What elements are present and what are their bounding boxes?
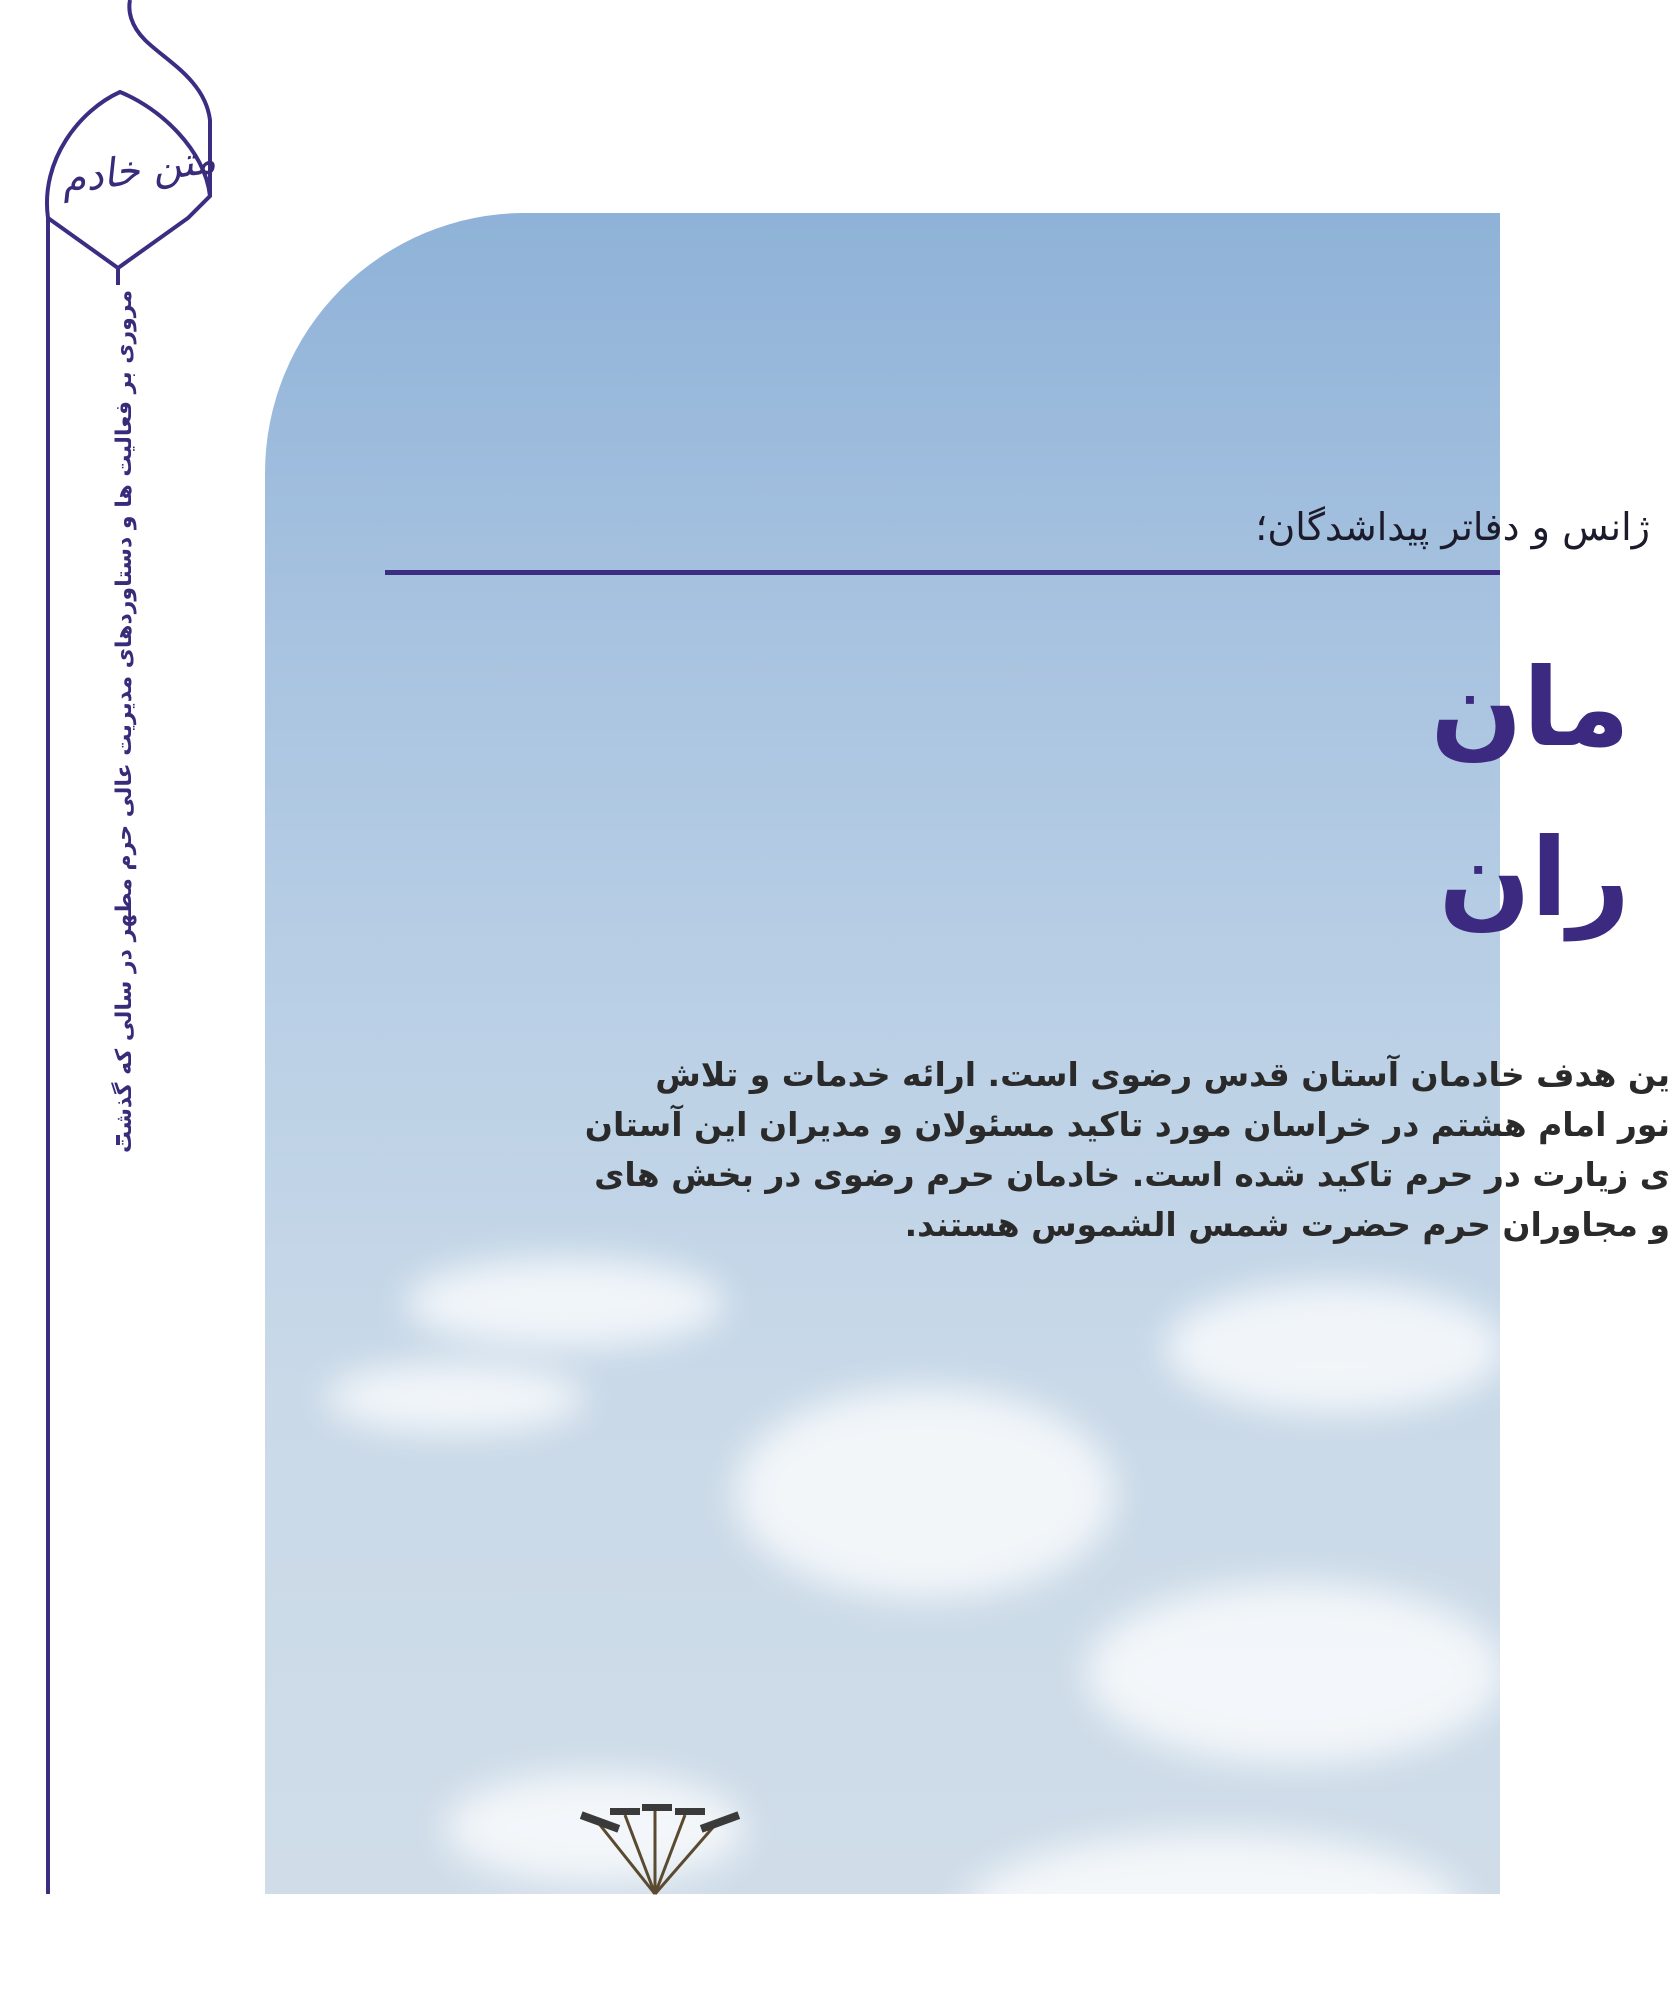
lead-line: ی زیارت در حرم تاکید شده است. خادمان حرم رضوی در بخش های: [594, 1155, 1670, 1194]
section-caption: مروری بر فعالیت ها و دستاوردهای مدیریت عالی حرم مطهر در سالی که گذشت: [112, 290, 137, 1154]
headline-line-2: ران: [1438, 816, 1630, 941]
lead-line: ین هدف خادمان آستان قدس رضوی است. ارائه خدمات و تلاش: [655, 1055, 1670, 1094]
divider: [385, 570, 1500, 575]
page-frame-ornament: [0, 0, 220, 1894]
lead-line: نور امام هشتم در خراسان مورد تاکید مسئولان و مدیران این آستان: [584, 1105, 1670, 1144]
lead-line: و مجاوران حرم حضرت شمس الشموس هستند.: [904, 1205, 1670, 1244]
lamp-post-icon: [530, 1790, 780, 1894]
article-kicker: ژانس و دفاتر پیداشدگان؛: [1255, 505, 1650, 549]
logo-text: متن خادم: [57, 136, 219, 204]
lead-paragraph: [385, 1050, 1670, 1250]
headline-line-1: مان: [1430, 646, 1630, 771]
calligraphy-logo: [58, 100, 218, 240]
